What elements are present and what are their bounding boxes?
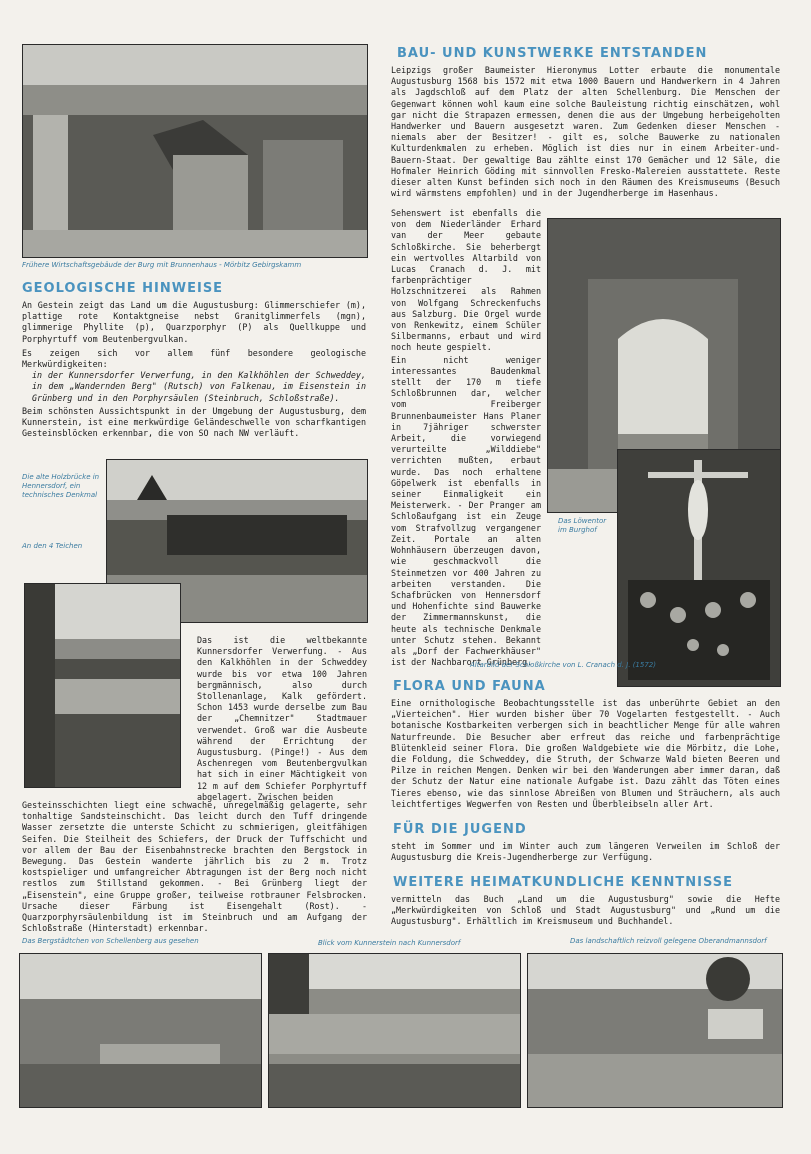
photo-ponds — [24, 583, 181, 788]
buildings-column-text — [391, 208, 541, 668]
photo-oberandmannsdorf — [527, 953, 783, 1108]
youth-paragraph-1: steht im Sommer und im Winter auch zum längeren Verweilen im Schloß der Augustusburg die Kreis-Jugendherberge zur Verfügung. — [391, 841, 780, 863]
photo-altar — [617, 449, 781, 687]
photo-kunnersdorf — [268, 953, 521, 1108]
caption-bridge: Die alte Holzbrücke in Hennersdorf, ein technisches Denkmal — [22, 473, 100, 500]
heading-further: WEITERE HEIMATKUNDLICHE KENNTNISSE — [393, 875, 734, 890]
caption-castle: Frühere Wirtschaftsgebäude der Burg mit Brunnenhaus - Mörbitz Gebirgskamm — [22, 261, 302, 269]
photo-castle-outbuildings — [22, 44, 368, 258]
geology-paragraph-6: Gesteinsschichten liegt eine schwache, unregelmäßig gelagerte, sehr tonhaltige Sandsteinschicht. Das leicht durch den Tuff dringende Wasser zersetzte die unterste Schicht zu schmierigen, gleitfähigen Seifen. Die Steilheit des Schiefers, der Druck der Tuffschicht und vor allem der Bau der Eisenbahnstrecke brachten den Bergstock in Bewegung. Das Gestein wanderte jährlich bis zu 2 m. Trotz kostspieliger und umfangreicher Abtragungen ist der Berg noch nicht restlos zum Stillstand gekommen. - Bei Grünberg liegt der „Eisenstein", eine Gruppe großer, teilweise rotbrauner Felsbrocken. Ursache dieser Färbung ist Eisengehalt (Rost). - Quarzporphyrsäulenbildung ist im Steinbruch und am Aufgang der Schloßstraße (Hinterstadt) erkennbar. — [22, 800, 367, 934]
caption-ponds: An den 4 Teichen — [22, 542, 83, 550]
caption-kunnersdorf: Blick vom Kunnerstein nach Kunnersdorf — [318, 939, 461, 947]
buildings-paragraph-2: Sehenswert ist ebenfalls die von dem Niederländer Erhard van der Meer gebaute Schloßkirche. Sie beherbergt ein wertvolles Altarbild von Lucas Cranach d. J. mit farbenprächtiger Holzschnitzerei als Rahmen von Wolfgang Schreckenfuchs aus Salzburg. Die Orgel wurde von Renkewitz, einem Schüler Silbermanns, erbaut und wird noch heute gespielt. — [391, 208, 541, 353]
geology-paragraph-5: Das ist die weltbekannte Kunnersdorfer Verwerfung. - Aus den Kalkhöhlen in der Schweddey wurde bis vor etwa 100 Jahren bergmännisch, also durch Stollenanlage, Kalk gefördert. Schon 1453 wurde derselbe zum Bau der „Chemnitzer" Stadtmauer verwendet. Groß war die Ausbeute während der Errichtung der Augustusburg. (Pinge!) - Aus dem Aschenregen vom Beutenbergvulkan hat sich in einer Mächtigkeit von 12 m auf dem Schiefer Porphyrtuff abgelagert. Zwischen beiden — [197, 635, 367, 802]
flora-paragraph-1: Eine ornithologische Beobachtungsstelle ist das unberührte Gebiet an den „Vierteichen". Hier wurden bisher über 70 Vogelarten festgestellt. - Auch botanische Kostbarkeiten verbergen sich in beachtlicher Menge für alle wahren Naturfreunde. Die Besucher aber erfreut das reiche und farbenprächtige Blütenkleid seiner Flora. Die großen Waldgebiete wie die Mörbitz, die Lohe, die Foldung, die Schweddey, die Struth, der Schwarze Wald bieten Beeren und Pilze in reichen Mengen. Denken wir bei den Wanderungen aber immer daran, daß der Schutz der Natur eine nationale Aufgabe ist. Dazu zählt das Töten eines Tieres ebenso, wie das sinnlose Abreißen von Blumen und Sträuchern, als auch leichtfertiges Wegwerfen von Resten und Überbleibseln aller Art. — [391, 698, 780, 809]
heading-buildings: BAU- UND KUNSTWERKE ENTSTANDEN — [397, 46, 708, 61]
geology-paragraph-4: Beim schönsten Aussichtspunkt in der Umgebung der Augustusburg, dem Kunnerstein, ist eine merkwürdige Geländeschwelle von scharfkantigen Gesteinsblöcken erkennbar, die von SO nach NW verläuft. — [22, 405, 366, 439]
buildings-paragraph-3: Ein nicht weniger interessantes Baudenkmal stellt der 170 m tiefe Schloßbrunnen dar, welcher vom Freiberger Brunnenbaumeister Hans Planer in 7jähriger schwerster Arbeit, die vorwiegend verurteilte „Wilddiebe" verrichten mußten, erbaut wurde. Das noch erhaltene Göpelwerk ist ebenfalls in seiner Einmaligkeit ein Meisterwerk. - Der Pranger am Schloßaufgang ist ein Zeuge vom Strafvollzug vergangener Zeit. Portale an alten Wohnhäusern überzeugen davon, wie geschmackvoll die Steinmetzen vor 400 Jahren zu arbeiten verstanden. Die Schafbrücken von Hennersdorf und Hohenfichte sind Bauwerke der Zimmermannskunst, die heute als technische Denkmale unter Schutz stehen. Bekannt als „Dorf der Fachwerkhäuser" ist der Nachbarort Grünberg. — [391, 354, 541, 668]
geology-paragraph-1: An Gestein zeigt das Land um die Augustusburg: Glimmerschiefer (m), plattige rote Kontaktgneise nebst Granitglimmerfels (mgn), glimmerige Phyllite (p), Quarzporphyr (P) als Quellkuppe und Porphyrtuff vom Beutenbergvulkan. — [22, 300, 366, 344]
geology-text-top — [22, 300, 366, 439]
caption-altar: Altarbild der Schloßkirche von L. Cranach d. J. (1572) — [470, 661, 656, 669]
further-paragraph-1: vermitteln das Buch „Land um die Augustusburg" sowie die Hefte „Merkwürdigkeiten von Schloß und Stadt Augustusburg" und „Rund um die Augustusburg". Erhältlich im Kreismuseum und Buchhandel. — [391, 894, 780, 927]
caption-schellenberg: Das Bergstädtchen von Schellenberg aus gesehen — [22, 937, 199, 945]
heading-geology: GEOLOGISCHE HINWEISE — [22, 281, 224, 296]
heading-flora: FLORA UND FAUNA — [393, 679, 546, 694]
photo-schellenberg — [19, 953, 262, 1108]
caption-oberandmannsdorf: Das landschaftlich reizvoll gelegene Oberandmannsdorf — [570, 937, 767, 945]
geology-paragraph-3: in der Kunnersdorfer Verwerfung, in den Kalkhöhlen der Schweddey, in dem „Wandernden Berg" (Rutsch) von Falkenau, im Eisenstein in Grünberg und in den Porphyrsäulen (Steinbruch, Schloßstraße). — [32, 370, 366, 403]
buildings-paragraph-1: Leipzigs großer Baumeister Hieronymus Lotter erbaute die monumentale Augustusburg 1568 bis 1572 mit etwa 1000 Bauern und Handwerkern in 4 Jahren als Jagdschloß auf dem Platz der alten Schellenburg. Die Menschen der Gegenwart können wohl kaum eine solche Bauleistung richtig einschätzen, wohl gar nicht die Strapazen ermessen, denen die aus der Umgebung herbeigeholten Handwerker und Bauern ausgesetzt waren. Zum Gedenken dieser Menschen - niemals aber der Besitzer! - gilt es, solche Bauwerke zu nationalen Kulturdenkmalen zu erheben. Möglich ist dies nur in einem Arbeiter-und-Bauern-Staat. Der gewaltige Bau zählte einst 170 Gemächer und 12 Säle, die Hofmaler Heinrich Göding mit sinnvollen Fresko-Malereien ausstattete. Reste dieser alten Kunst befinden sich noch in den Räumen des Kreismuseums (Besuch wird wärmstens empfohlen) und in der Jugendherberge im Hasenhaus. — [391, 65, 780, 199]
caption-gate: Das Löwentor im Burghof — [558, 517, 607, 535]
heading-youth: FÜR DIE JUGEND — [393, 822, 527, 837]
geology-paragraph-2: Es zeigen sich vor allem fünf besondere geologische Merkwürdigkeiten: — [22, 347, 366, 370]
